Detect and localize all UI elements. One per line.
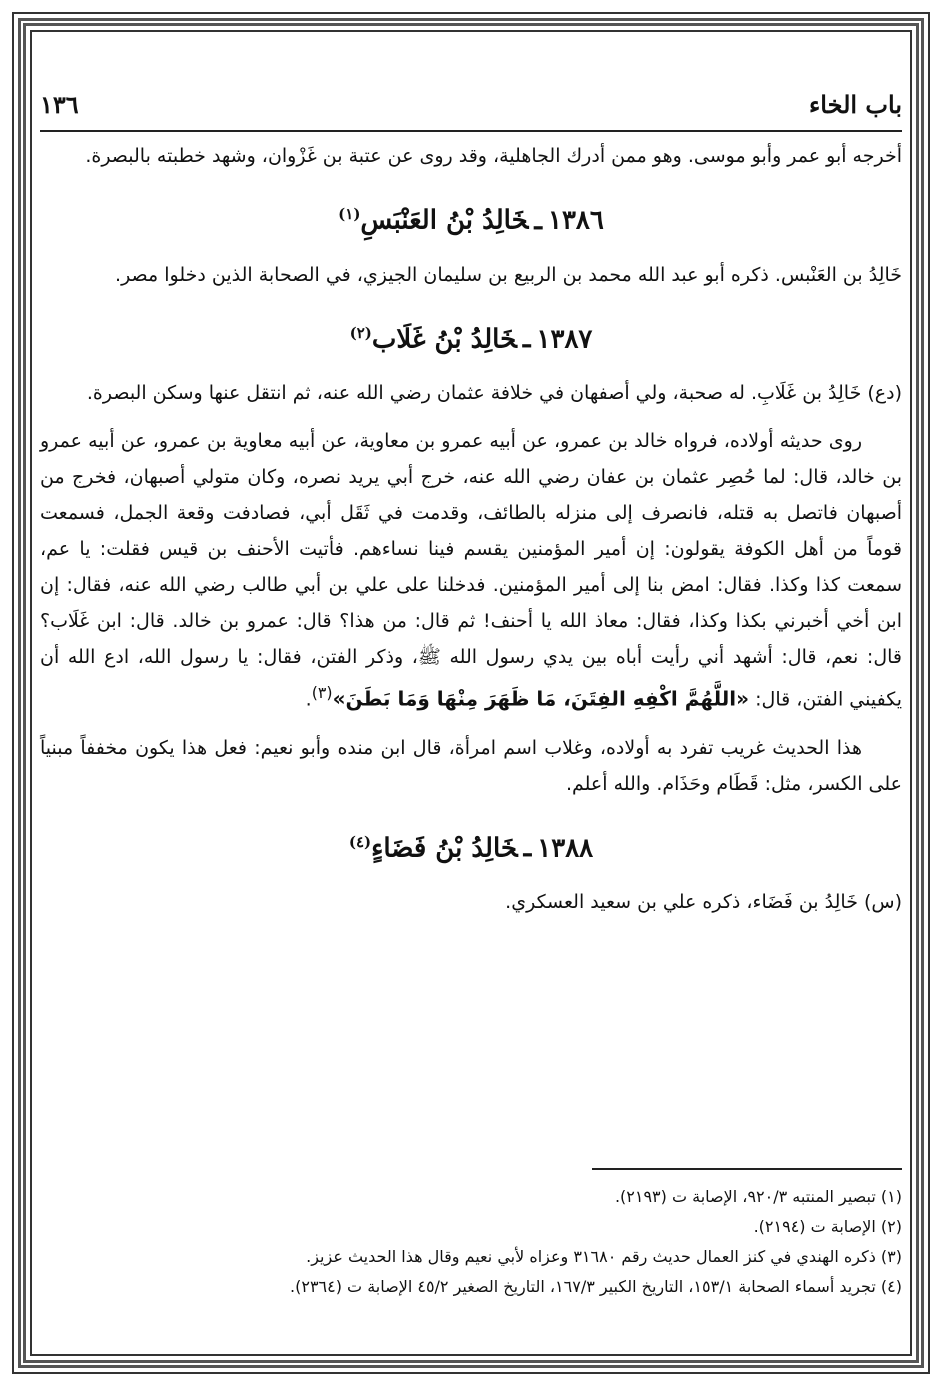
entry-name: خَالِدُ بْنُ غَلَاب bbox=[371, 324, 517, 355]
footnote-mark: (٢) bbox=[349, 323, 372, 342]
footnote-mark: (٣) bbox=[311, 683, 333, 703]
narration-end: . bbox=[305, 688, 312, 711]
running-head bbox=[40, 90, 902, 132]
entry-separator: ـ bbox=[534, 205, 542, 236]
footnote-2: (٢) الإصابة ت (٢١٩٤). bbox=[753, 1217, 902, 1236]
entry-number: ١٣٨٧ bbox=[536, 324, 593, 355]
comment-paragraph: هذا الحديث غريب تفرد به أولاده، وغلاب اسم امرأة، قال ابن منده وأبو نعيم: فعل هذا يكون مخففاً مبنياً على الكسر، مثل: قَطَام وحَذَام. والله أعلم. bbox=[40, 736, 902, 795]
entry-heading-1388 bbox=[40, 822, 902, 869]
chapter-title: باب الخاء bbox=[808, 90, 902, 119]
footnotes bbox=[40, 1168, 902, 1302]
entry-paragraph: خَالِدُ بن العَنْبس. ذكره أبو عبد الله محمد بن الربيع بن سليمان الجيزي، في الصحابة الذين دخلوا مصر. bbox=[115, 263, 902, 286]
footnote-mark: (١) bbox=[338, 205, 361, 223]
footnote-rule bbox=[592, 1168, 902, 1170]
entry-heading-1387 bbox=[40, 313, 902, 360]
hadith-quote: «اللَّهُمَّ اكْفِهِ الفِتَنَ، مَا ظَهَرَ مِنْهَا وَمَا بَطَنَ» bbox=[332, 686, 750, 711]
entry-name: خَالِدُ بْنُ فَضَاءٍ bbox=[371, 833, 518, 864]
narration-paragraph bbox=[40, 423, 902, 717]
book-page bbox=[40, 40, 902, 1346]
footnote-4: (٤) تجريد أسماء الصحابة ١٥٣/١، التاريخ الكبير ١٦٧/٣، التاريخ الصغير ٤٥/٢ الإصابة ت (٢٣٦٤). bbox=[290, 1277, 902, 1296]
entry-name: خَالِدُ بْنُ العَنْبَسِ bbox=[360, 205, 529, 236]
narration-text: روى حديثه أولاده، فرواه خالد بن عمرو، عن أبيه عمرو بن معاوية، عن أبيه معاوية بن عمرو، عن أبيه عمرو بن خالد، قال: لما حُصِر عثمان بن عفان رضي الله عنه، خرج أبي يريد نصره، وكان متولي أصبهان، فخرج من أصبهان فاتصل به قتله، فانصرف إلى منزله بالطائف، وقدمت في ثَقَل أبي، فصادفت وقعة الجمل، فسمعت قوماً من أهل الكوفة يقولون: إن أمير المؤمنين يقسم فينا نساءهم. فأتيت الأحنف بن قيس فقلت: يا عم، سمعت كذا وكذا. فقال: امض بنا إلى أمير المؤمنين. فدخلنا على علي بن أبي طالب رضي الله عنه، فقال: إن ابن أخي أخبرني بكذا وكذا، فقال: معاذ الله يا أحنف! ثم قال: من هذا؟ قال: عمرو بن خالد. قال: ابن غَلَاب؟ قال: نعم، قال: أشهد أني رأيت أباه بين يدي رسول الله ﷺ، وذكر الفتن، فقال: يا رسول الله، ادع الله أن يكفيني الفتن، قال: bbox=[40, 430, 902, 711]
footnote-3: (٣) ذكره الهندي في كنز العمال حديث رقم ٣١٦٨٠ وعزاه لأبي نعيم وقال هذا الحديث عزيز. bbox=[306, 1247, 902, 1266]
entry-separator: ـ bbox=[522, 324, 531, 355]
entry-heading-1386 bbox=[40, 194, 902, 241]
page-content bbox=[40, 138, 902, 932]
footnote-mark: (٤) bbox=[348, 832, 372, 851]
entry-number: ١٣٨٨ bbox=[537, 833, 594, 864]
intro-paragraph: أخرجه أبو عمر وأبو موسى. وهو ممن أدرك الجاهلية، وقد روى عن عتبة بن غَزْوان، وشهد خطبته بالبصرة. bbox=[85, 145, 902, 167]
footnote-1: (١) تبصير المنتبه ٩٢٠/٣، الإصابة ت (٢١٩٣). bbox=[614, 1187, 902, 1206]
entry-number: ١٣٨٦ bbox=[547, 205, 604, 236]
entry-paragraph: (دع) خَالِدُ بن غَلَابِ. له صحبة، ولي أصفهان في خلافة عثمان رضي الله عنه، ثم انتقل عنها وسكن البصرة. bbox=[86, 382, 902, 405]
entry-paragraph: (س) خَالِدُ بن فَضَاء، ذكره علي بن سعيد العسكري. bbox=[505, 891, 902, 914]
entry-separator: ـ bbox=[523, 833, 532, 864]
page-number: ١٣٦ bbox=[40, 90, 79, 119]
